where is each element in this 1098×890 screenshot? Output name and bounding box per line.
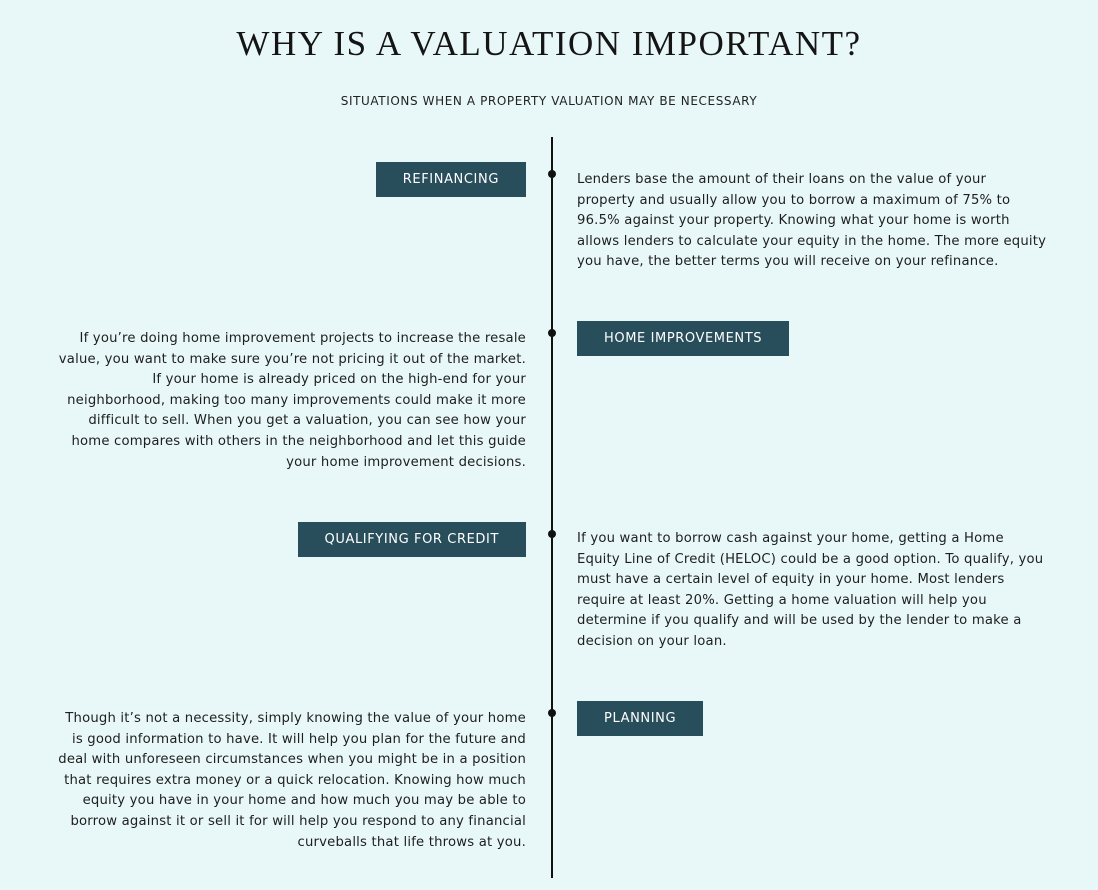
refinancing-label[interactable]: REFINANCING [376,162,526,197]
planning-label[interactable]: PLANNING [577,701,703,736]
timeline-line [551,137,553,878]
home-improvements-label[interactable]: HOME IMPROVEMENTS [577,321,789,356]
timeline-dot [548,170,556,178]
page-subtitle: SITUATIONS WHEN A PROPERTY VALUATION MAY BE NECESSARY [340,94,758,108]
refinancing-text: Lenders base the amount of their loans on the value of your property and usually allow you to borrow a maximum of 75% to 96.5% against your property. Knowing what your home is worth allows lenders to calculate your equity in the home. The more equity you have, the better terms you will receive on your refinance. [577,172,1047,270]
qualifying-for-credit-text: If you want to borrow cash against your home, getting a Home Equity Line of Credit (HELOC) could be a good option. To qualify, you must have a certain level of equity in your home. Most lenders require at least 20%. Getting a home valuation will help you determine if you qualify and will be used by the lender to make a decision on your loan. [577,531,1044,649]
timeline-dot [548,709,556,717]
home-improvements-text: If you’re doing home improvement projects to increase the resale value, you want to make sure you’re not pricing it out of the market. If your home is already priced on the high-end for your neighborhood, making too many improvements could make it more difficult to sell. When you get a valuation, you can see how your home compares with others in the neighborhood and let this guide your home improvement decisions. [58,331,526,470]
planning-text: Though it’s not a necessity, simply knowing the value of your home is good information to have. It will help you plan for the future and deal with unforeseen circumstances when you might be in a position that requires extra money or a quick relocation. Knowing how much equity you have in your home and how much you may be able to borrow against it or sell it for will help you respond to any financial curveballs that life throws at you. [58,711,526,850]
timeline-dot [548,329,556,337]
page-title: WHY IS A VALUATION IMPORTANT? [236,24,862,63]
qualifying-for-credit-label[interactable]: QUALIFYING FOR CREDIT [298,522,526,557]
timeline-dot [548,530,556,538]
